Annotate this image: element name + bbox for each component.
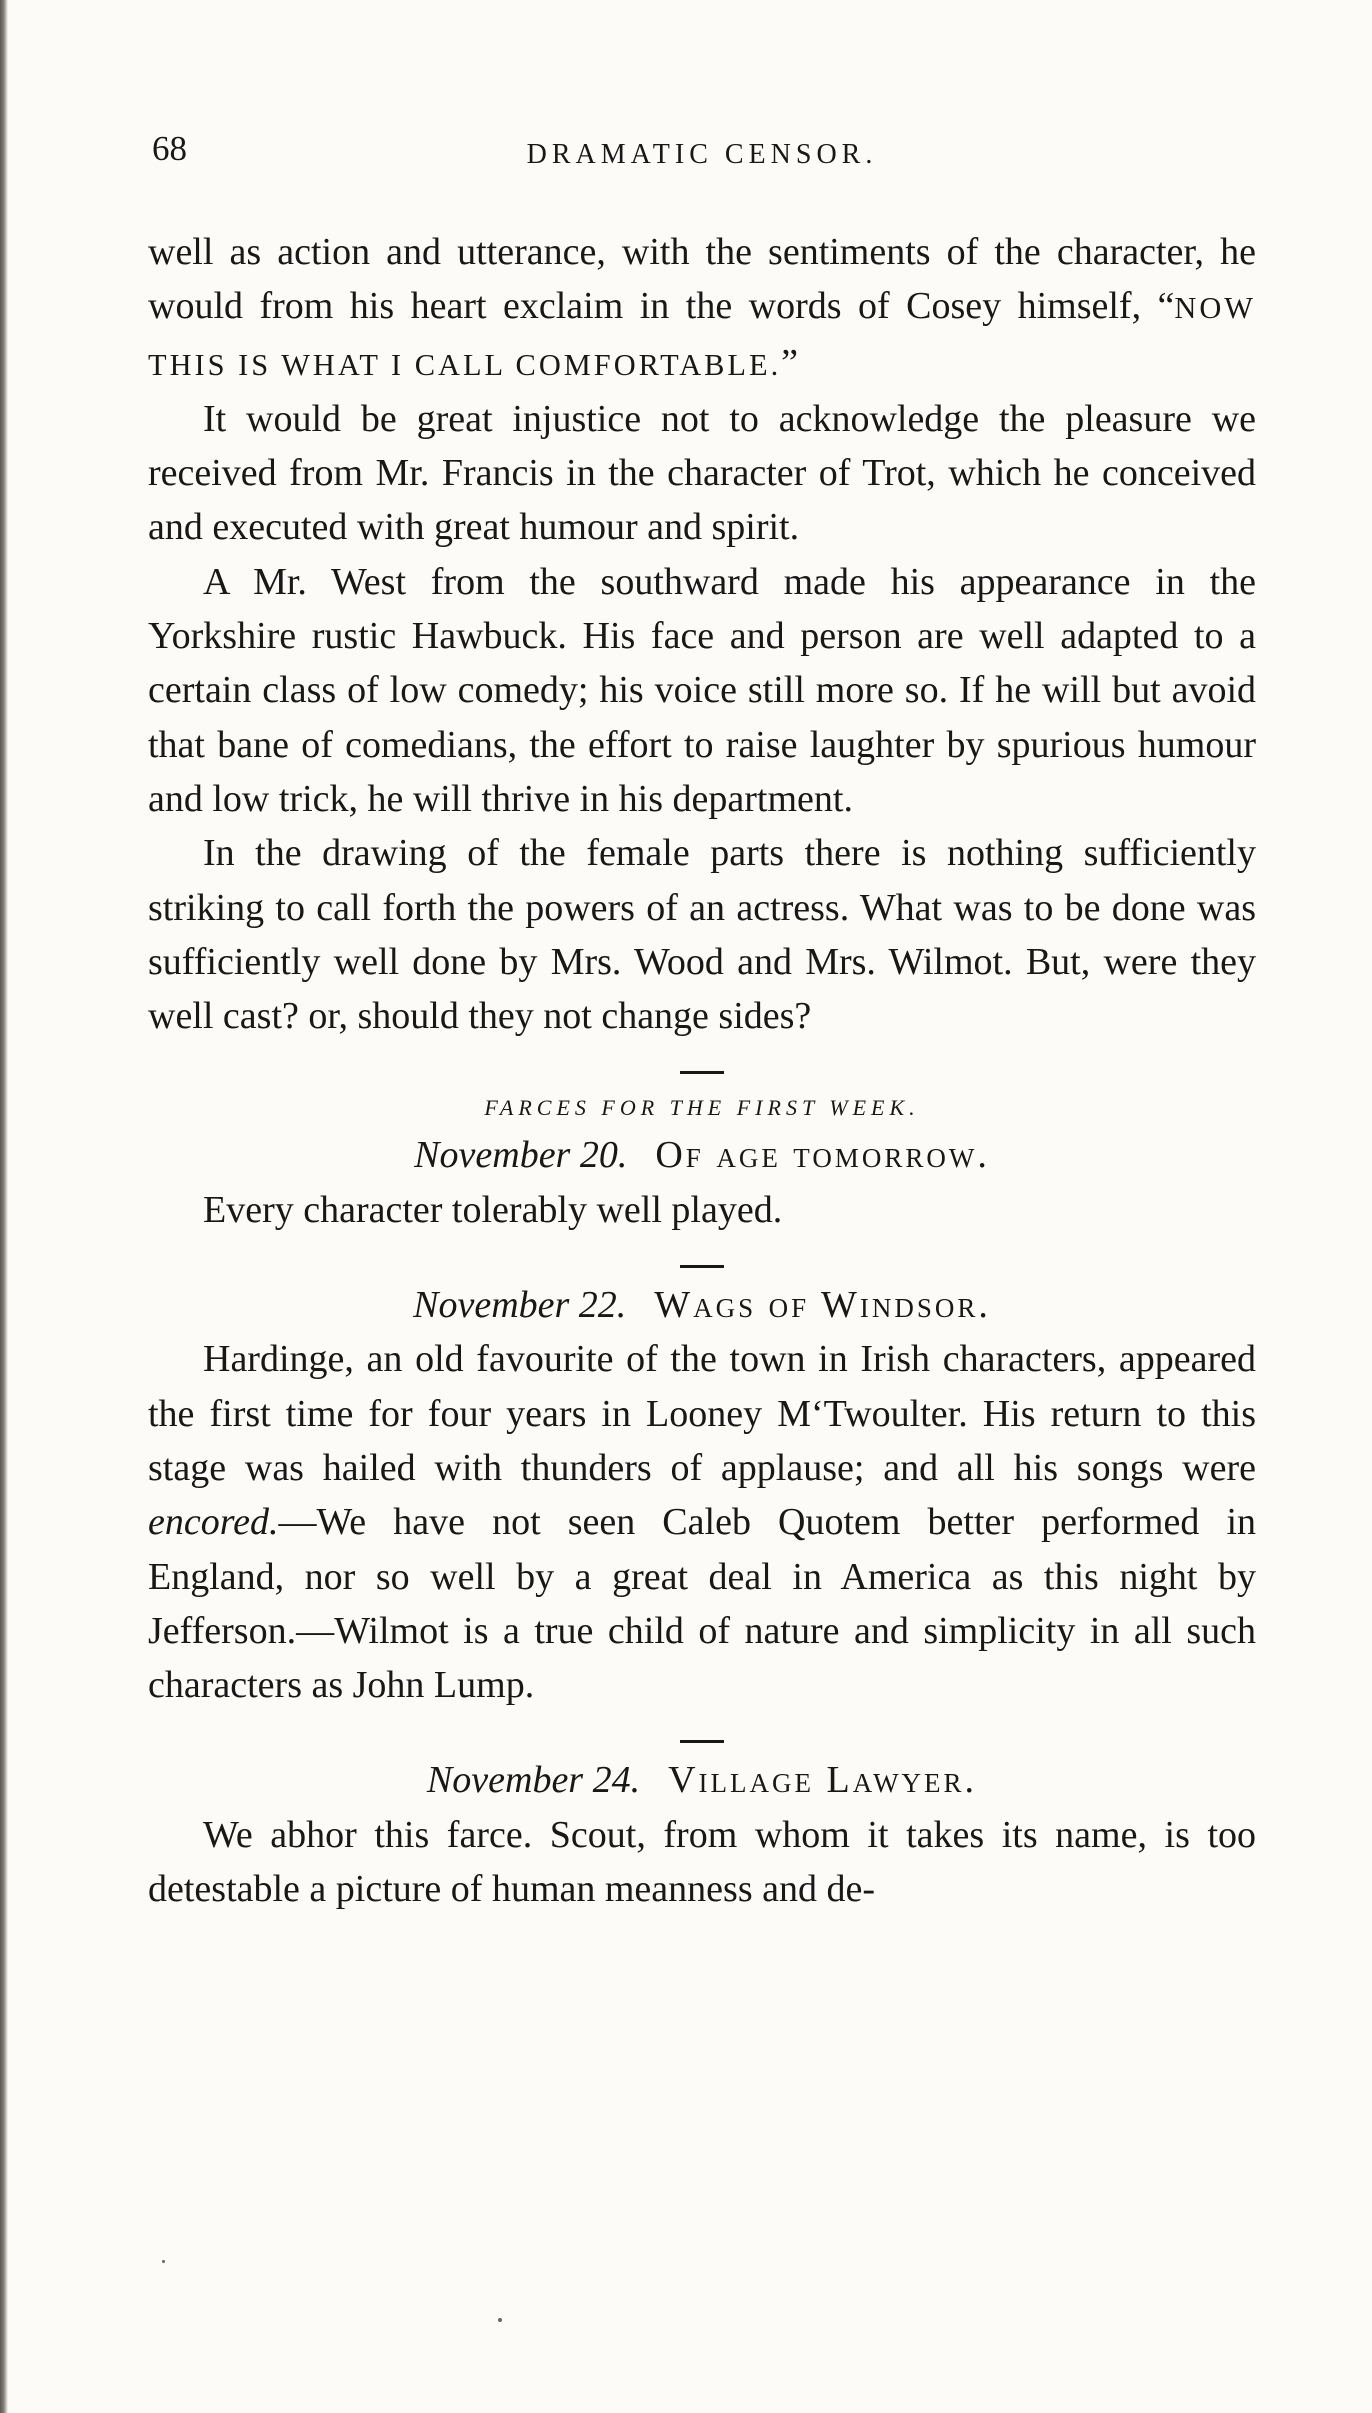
page-header: [148, 125, 1256, 185]
entry-text-1: Every character tolerably well played.: [203, 1188, 783, 1231]
entry-date: November 22.: [413, 1284, 627, 1327]
section-rule: [680, 1740, 724, 1743]
farces-subheading: FARCES FOR THE FIRST WEEK.: [484, 1095, 920, 1121]
entry-title: Village Lawyer.: [668, 1759, 978, 1802]
section-rule: [680, 1071, 724, 1074]
page-number: 68: [152, 129, 187, 168]
body-text: [148, 225, 1256, 1916]
paragraph-francis: It would be great injustice not to acknowledge the pleasure we received from Mr. Francis in the character of Trot, which he conceived and executed with great humour and spirit.: [148, 397, 1256, 549]
paper-speck: [162, 2260, 165, 2263]
book-page: [148, 125, 1256, 1911]
entry-date: November 20.: [414, 1134, 628, 1177]
running-head: DRAMATIC CENSOR.: [526, 139, 878, 170]
entry-heading-1: [148, 1128, 1256, 1182]
entry-date: November 24.: [426, 1759, 641, 1802]
paragraph-continuation: well as action and utterance, with the sentiments of the character, he would from his heart exclaim in the words of Cosey himself, “NOW THIS IS WHAT I CALL COMFORTABLE.”: [148, 231, 1256, 384]
paper-speck: [498, 2318, 502, 2322]
entry-title: Wags of Windsor.: [654, 1284, 991, 1327]
entry-heading-3: [148, 1753, 1256, 1807]
paragraph-west: A Mr. West from the southward made his appearance in the Yorkshire rustic Hawbuck. His face and person are well adapted to a certain class of low comedy; his voice still more so. If he will but avoid that bane of comedians, the effort to raise laughter by spurious humour and low trick, he will thrive in his department.: [148, 560, 1256, 820]
entry-text-2: Hardinge, an old favourite of the town in Irish characters, appeared the first time for four years in Looney M‘Twoulter. His return to this stage was hailed with thunders of applause; and all his songs were encored.—We have not seen Caleb Quotem better performed in England, nor so well by a great deal in America as this night by Jefferson.—Wilmot is a true child of nature and simplicity in all such characters as John Lump.: [148, 1338, 1256, 1707]
paragraph-female-parts: In the drawing of the female parts there is nothing sufficiently striking to call forth the powers of an actress. What was to be done was sufficiently well done by Mrs. Wood and Mrs. Wilmot. But, were they well cast? or, should they not change sides?: [148, 832, 1256, 1038]
quoted-phrase: NOW THIS IS WHAT I CALL COMFORTABLE.: [148, 291, 1256, 382]
page-edge-shadow: [0, 0, 8, 2413]
entry-text-3: We abhor this farce. Scout, from whom it takes its name, is too detestable a picture of human meanness and de-: [148, 1813, 1256, 1911]
section-rule: [680, 1265, 724, 1268]
entry-heading-2: [148, 1278, 1256, 1332]
entry-title: Of age tomorrow.: [655, 1134, 990, 1177]
